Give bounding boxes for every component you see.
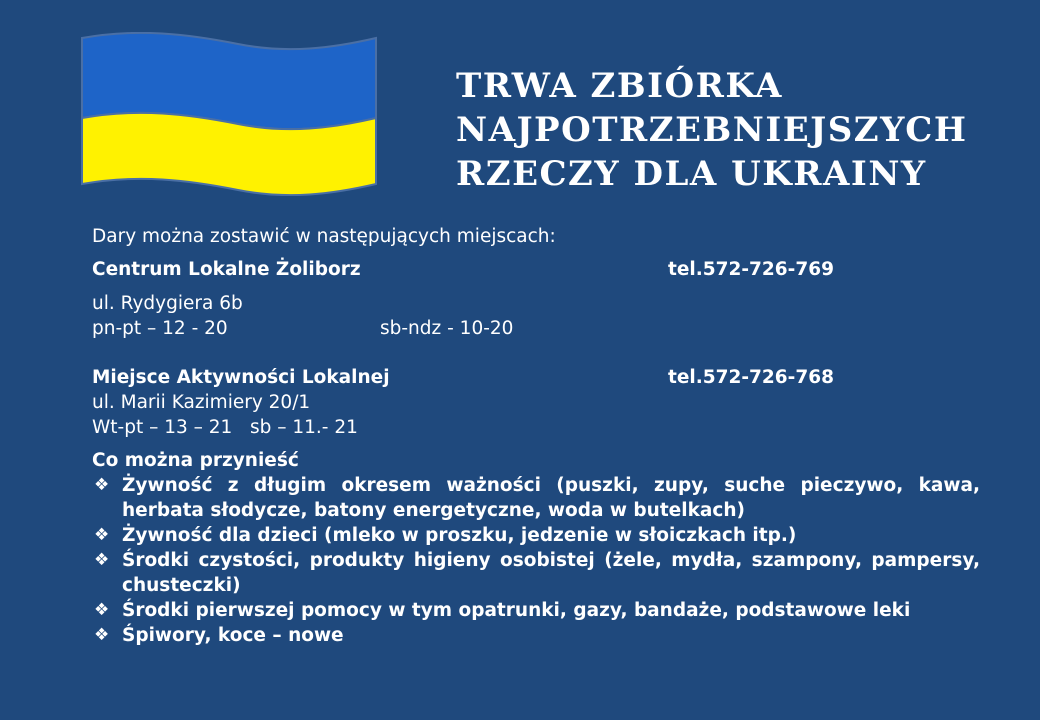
location-2-hours: Wt-pt – 13 – 21 sb – 11.- 21 — [92, 417, 358, 438]
location-1-address: ul. Rydygiera 6b — [92, 293, 243, 314]
location-1-hours-weekend: sb-ndz - 10-20 — [380, 318, 514, 339]
diamond-bullet-icon: ❖ — [94, 625, 110, 645]
location-2-name: Miejsce Aktywności Lokalnej — [92, 367, 390, 388]
list-item: ❖ Środki czystości, produkty higieny osobistej (żele, mydła, szampony, pampersy, chusteczki) — [94, 550, 980, 596]
diamond-bullet-icon: ❖ — [94, 475, 110, 495]
title-line-1: TRWA ZBIÓRKA — [456, 66, 783, 106]
page-title — [456, 64, 1016, 196]
diamond-bullet-icon: ❖ — [94, 525, 110, 545]
list-item: ❖ Śpiwory, koce – nowe — [94, 625, 344, 646]
location-1-hours — [92, 316, 980, 341]
ukraine-flag-image — [78, 32, 380, 196]
location-1-phone: tel.572-726-769 — [668, 259, 834, 280]
title-line-2: NAJPOTRZEBNIEJSZYCH — [456, 110, 968, 150]
items-list — [92, 473, 980, 648]
location-1-hours-weekday: pn-pt – 12 - 20 — [92, 318, 228, 339]
location-2-phone: tel.572-726-768 — [668, 367, 834, 388]
main-content — [92, 224, 980, 648]
items-heading: Co można przynieść — [92, 450, 299, 471]
location-2 — [92, 365, 980, 440]
diamond-bullet-icon: ❖ — [94, 600, 110, 620]
list-item: ❖ Żywność z długim okresem ważności (puszki, zupy, suche pieczywo, kawa, herbata słodycze, batony energetyczne, woda w butelkach) — [94, 475, 980, 521]
intro-text: Dary można zostawić w następujących miejscach: — [92, 226, 556, 247]
location-1-details — [92, 291, 980, 341]
diamond-bullet-icon: ❖ — [94, 550, 110, 570]
location-1 — [92, 257, 980, 282]
location-1-name: Centrum Lokalne Żoliborz — [92, 259, 361, 280]
location-2-address: ul. Marii Kazimiery 20/1 — [92, 392, 311, 413]
list-item: ❖ Żywność dla dzieci (mleko w proszku, jedzenie w słoiczkach itp.) — [94, 525, 797, 546]
title-line-3: RZECZY DLA UKRAINY — [456, 154, 927, 194]
list-item: ❖ Środki pierwszej pomocy w tym opatrunki, gazy, bandaże, podstawowe leki — [94, 600, 911, 621]
